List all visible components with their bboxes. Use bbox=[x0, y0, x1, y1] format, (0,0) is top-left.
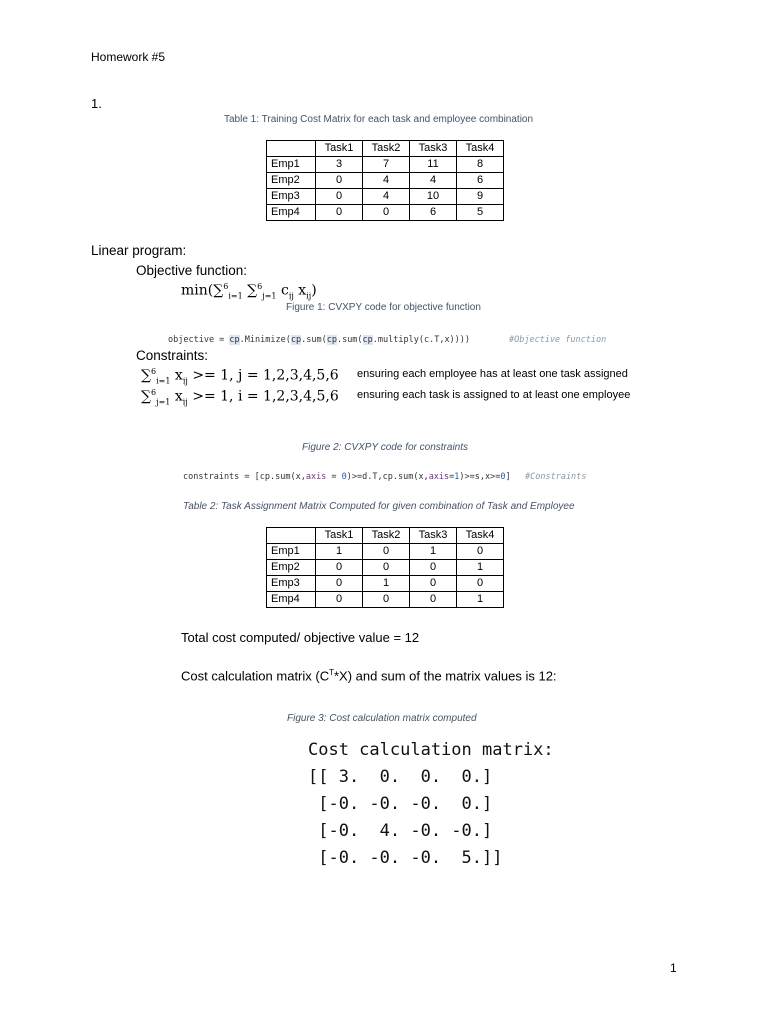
column-header: Task3 bbox=[410, 528, 457, 544]
constraint1-formula: ∑$^6_{i=1}$ $x_{ij} >= 1$, j = 1,2,3,4,5,6 bbox=[141, 367, 339, 386]
table-cell: 0 bbox=[363, 205, 410, 221]
table-cell: 0 bbox=[363, 544, 410, 560]
table-cell: 0 bbox=[363, 560, 410, 576]
table-cell: 1 bbox=[457, 560, 504, 576]
column-header: Task1 bbox=[316, 528, 363, 544]
table-cell: 0 bbox=[457, 576, 504, 592]
table-cell: 6 bbox=[457, 173, 504, 189]
table-cell: 4 bbox=[363, 173, 410, 189]
objective-function-label: Objective function: bbox=[136, 263, 248, 278]
constraints-label: Constraints: bbox=[136, 348, 209, 363]
table-row bbox=[267, 157, 504, 173]
objective-code-line: objective = cp.Minimize(cp.sum(cp.sum(cp.multiply(c.T,x)))) bbox=[168, 335, 471, 345]
table-cell: 0 bbox=[457, 544, 504, 560]
cost-matrix-text-before: Cost calculation matrix (C bbox=[181, 668, 330, 684]
table1-caption: Table 1: Training Cost Matrix for each task and employee combination bbox=[224, 114, 534, 125]
table-cell: 7 bbox=[363, 157, 410, 173]
table-cell: 10 bbox=[410, 189, 457, 205]
constraints-code-comment bbox=[525, 472, 586, 482]
table-cell: 0 bbox=[316, 205, 363, 221]
training-cost-table bbox=[266, 140, 504, 221]
linear-program-heading: Linear program: bbox=[91, 243, 187, 258]
table-cell: 1 bbox=[316, 544, 363, 560]
figure1-caption: Figure 1: CVXPY code for objective function bbox=[286, 302, 481, 313]
constraint2-formula: ∑$^6_{j=1}$ $x_{ij} >= 1$, i = 1,2,3,4,5,6 bbox=[141, 388, 339, 407]
table-cell: 9 bbox=[457, 189, 504, 205]
constraint1-rhs: >= 1, j = 1,2,3,4,5,6 bbox=[192, 367, 339, 384]
objective-formula: min(∑$^6_{i=1}$ ∑$^6_{j=1}$ $c_{ij}$ $x_{ij}$) bbox=[181, 282, 317, 301]
table-row bbox=[267, 576, 504, 592]
total-cost-text: Total cost computed/ objective value = 12 bbox=[181, 630, 420, 645]
table-cell: 0 bbox=[316, 592, 363, 608]
column-header: Task4 bbox=[457, 141, 504, 157]
table-cell: 4 bbox=[363, 189, 410, 205]
task-assignment-table bbox=[266, 527, 504, 608]
row-label: Emp3 bbox=[267, 576, 316, 592]
figure3-caption: Figure 3: Cost calculation matrix computed bbox=[287, 713, 477, 724]
matrix-output-line: [-0. 4. -0. -0.] bbox=[308, 821, 493, 841]
question-number: 1. bbox=[91, 96, 102, 111]
table-cell: 0 bbox=[363, 592, 410, 608]
row-label: Emp2 bbox=[267, 560, 316, 576]
matrix-output-title: Cost calculation matrix: bbox=[308, 740, 554, 760]
row-label: Emp4 bbox=[267, 205, 316, 221]
table-cell: 0 bbox=[410, 576, 457, 592]
constraint2-rhs: >= 1, i = 1,2,3,4,5,6 bbox=[192, 388, 339, 405]
column-header: Task3 bbox=[410, 141, 457, 157]
matrix-output-line: [-0. -0. -0. 5.]] bbox=[308, 848, 503, 868]
table-row bbox=[267, 173, 504, 189]
matrix-output-line: [-0. -0. -0. 0.] bbox=[308, 794, 493, 814]
constraint2-note: ensuring each task is assigned to at least one employee bbox=[357, 389, 631, 401]
table-cell: 0 bbox=[316, 173, 363, 189]
table-cell: 0 bbox=[316, 560, 363, 576]
table-cell: 1 bbox=[410, 544, 457, 560]
figure2-caption: Figure 2: CVXPY code for constraints bbox=[302, 442, 469, 453]
matrix-output-line: [[ 3. 0. 0. 0.] bbox=[308, 767, 493, 787]
table-header-row bbox=[267, 528, 504, 544]
table2-caption: Table 2: Task Assignment Matrix Computed for given combination of Task and Employee bbox=[183, 501, 575, 512]
table-header-row bbox=[267, 141, 504, 157]
table-cell: 1 bbox=[457, 592, 504, 608]
table-row bbox=[267, 544, 504, 560]
constraints-code-line: constraints = [cp.sum(x,axis = 0)>=d.T,cp.sum(x,axis=1)>=s,x>=0] bbox=[183, 472, 511, 482]
constraint1-note: ensuring each employee has at least one task assigned bbox=[357, 368, 628, 380]
table-row bbox=[267, 592, 504, 608]
table-cell: 11 bbox=[410, 157, 457, 173]
column-header: Task1 bbox=[316, 141, 363, 157]
table-corner-cell bbox=[267, 141, 316, 157]
table-cell: 1 bbox=[363, 576, 410, 592]
table-cell: 0 bbox=[410, 560, 457, 576]
code-comment-constraints: #Constraints bbox=[525, 472, 587, 482]
table-cell: 0 bbox=[410, 592, 457, 608]
table-row bbox=[267, 189, 504, 205]
column-header: Task4 bbox=[457, 528, 504, 544]
table-cell: 6 bbox=[410, 205, 457, 221]
table-cell: 4 bbox=[410, 173, 457, 189]
table-row bbox=[267, 205, 504, 221]
table-cell: 0 bbox=[316, 189, 363, 205]
cost-matrix-description bbox=[181, 668, 557, 683]
row-label: Emp4 bbox=[267, 592, 316, 608]
page-number: 1 bbox=[670, 961, 677, 975]
document-title: Homework #5 bbox=[91, 50, 166, 64]
column-header: Task2 bbox=[363, 528, 410, 544]
row-label: Emp3 bbox=[267, 189, 316, 205]
row-label: Emp2 bbox=[267, 173, 316, 189]
transpose-superscript: T bbox=[329, 668, 334, 677]
cost-matrix-text-after: *X) and sum of the matrix values is 12: bbox=[334, 668, 557, 684]
table-row bbox=[267, 560, 504, 576]
row-label: Emp1 bbox=[267, 544, 316, 560]
table-cell: 5 bbox=[457, 205, 504, 221]
column-header: Task2 bbox=[363, 141, 410, 157]
table-cell: 0 bbox=[316, 576, 363, 592]
objective-code-comment bbox=[509, 335, 606, 345]
table-cell: 3 bbox=[316, 157, 363, 173]
code-comment-objective: #Objective function bbox=[509, 335, 607, 345]
table-cell: 8 bbox=[457, 157, 504, 173]
row-label: Emp1 bbox=[267, 157, 316, 173]
objective-min-text: min( bbox=[181, 282, 214, 299]
table-corner-cell bbox=[267, 528, 316, 544]
